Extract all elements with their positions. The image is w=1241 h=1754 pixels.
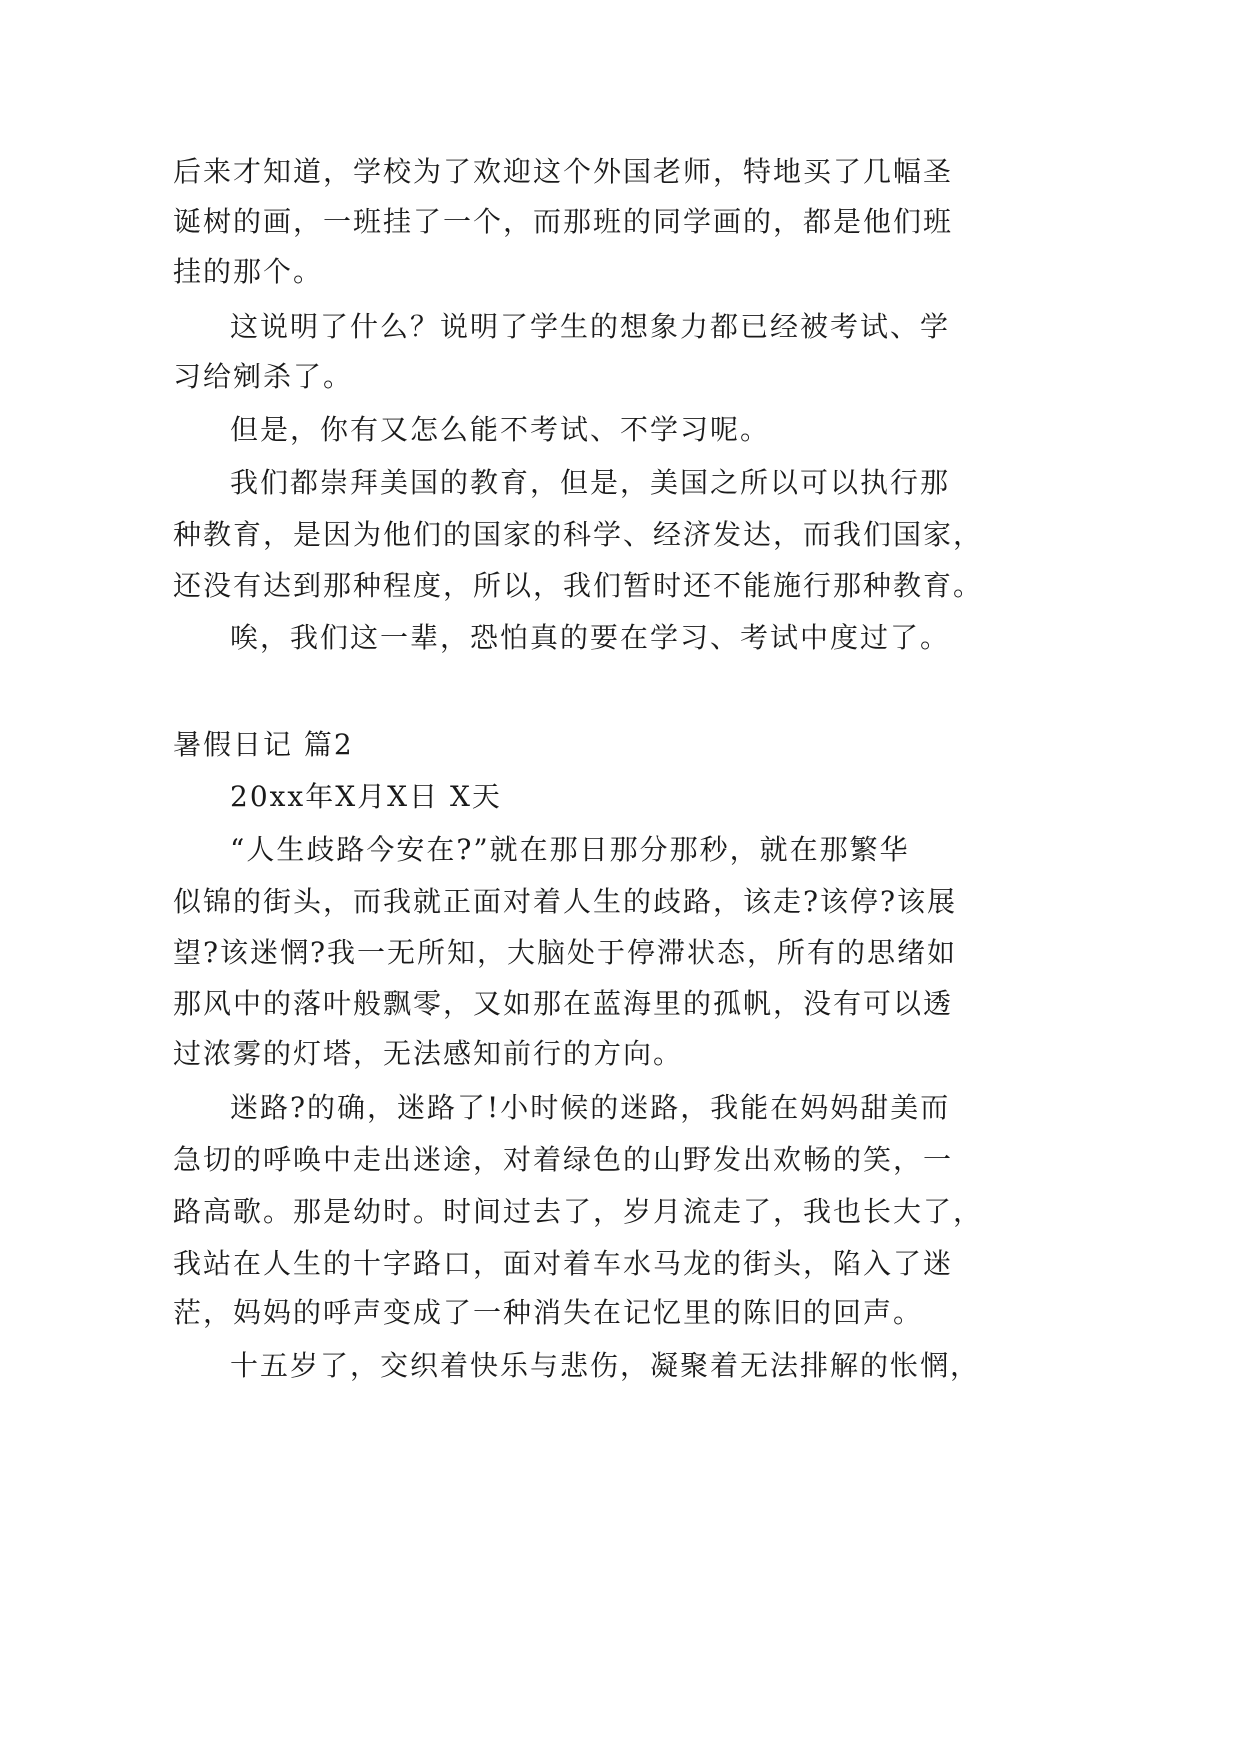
section-title: 暑假日记 篇2 xyxy=(173,728,354,761)
paragraph-line: 习给剜杀了。 xyxy=(173,360,354,393)
paragraph-line: 迷路?的确，迷路了!小时候的迷路，我能在妈妈甜美而 xyxy=(230,1091,951,1124)
paragraph-line: 过浓雾的灯塔，无法感知前行的方向。 xyxy=(173,1037,684,1070)
paragraph-line: 我站在人生的十字路口，面对着车水马龙的街头，陷入了迷 xyxy=(173,1247,954,1280)
paragraph-line: 挂的那个。 xyxy=(173,255,324,288)
paragraph-line: 急切的呼唤中走出迷途，对着绿色的山野发出欢畅的笑，一 xyxy=(173,1143,954,1176)
paragraph-line: 诞树的画，一班挂了一个，而那班的同学画的，都是他们班 xyxy=(173,205,954,238)
paragraph-line: 唉，我们这一辈，恐怕真的要在学习、考试中度过了。 xyxy=(230,621,951,654)
paragraph-line: 路高歌。那是幼时。时间过去了，岁月流走了，我也长大了， xyxy=(173,1195,984,1228)
paragraph-line: 十五岁了，交织着快乐与悲伤，凝聚着无法排解的怅惘， xyxy=(230,1349,981,1382)
paragraph-line: 还没有达到那种程度，所以，我们暂时还不能施行那种教育。 xyxy=(173,569,984,602)
paragraph-line: 后来才知道，学校为了欢迎这个外国老师，特地买了几幅圣 xyxy=(173,155,954,188)
diary-date: 20xx年X月X日 X天 xyxy=(230,780,502,813)
paragraph-line: “人生歧路今安在?”就在那日那分那秒，就在那繁华 xyxy=(230,833,910,866)
paragraph-line: 那风中的落叶般飘零，又如那在蓝海里的孤帆，没有可以透 xyxy=(173,987,954,1020)
paragraph-line: 似锦的街头，而我就正面对着人生的歧路，该走?该停?该展 xyxy=(173,885,958,918)
paragraph-line: 望?该迷惘?我一无所知，大脑处于停滞状态，所有的思绪如 xyxy=(173,936,958,969)
paragraph-line: 种教育，是因为他们的国家的科学、经济发达，而我们国家， xyxy=(173,518,984,551)
paragraph-line: 茫，妈妈的呼声变成了一种消失在记忆里的陈旧的回声。 xyxy=(173,1296,924,1329)
paragraph-line: 这说明了什么？说明了学生的想象力都已经被考试、学 xyxy=(230,310,951,343)
paragraph-line: 我们都崇拜美国的教育，但是，美国之所以可以执行那 xyxy=(230,466,951,499)
paragraph-line: 但是，你有又怎么能不考试、不学习呢。 xyxy=(230,413,771,446)
